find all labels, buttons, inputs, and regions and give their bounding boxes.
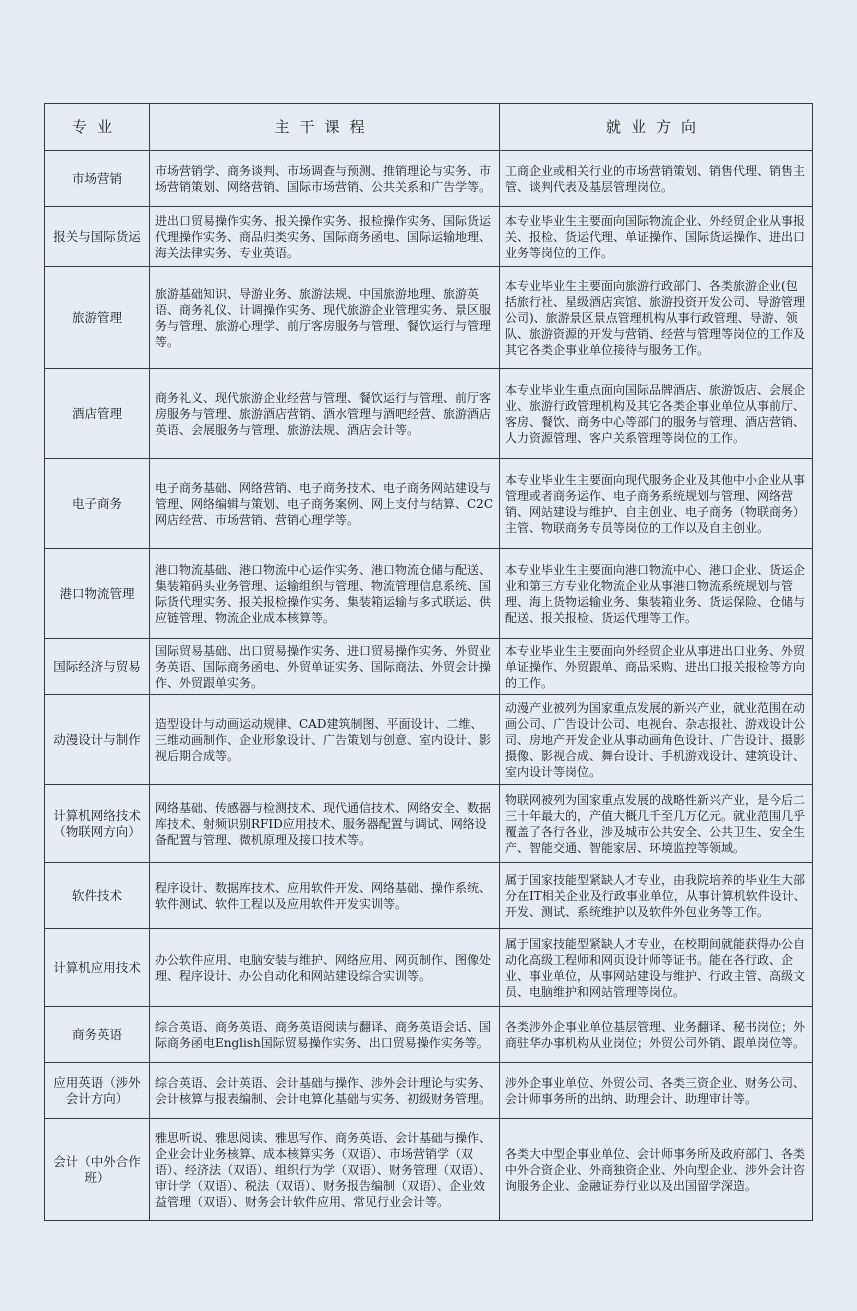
courses-cell: 雅思听说、雅思阅读、雅思写作、商务英语、会计基础与操作、企业会计业务核算、成本核算实务（双语）、市场营销学（双语）、经济法（双语）、组织行为学（双语）、财务管理（双语）、审计学（双语）、税法（双语）、财务报告编制（双语）、企业效益管理（双语）、财务会计软件应用、常见行业会计等。 bbox=[150, 1119, 500, 1221]
table-row bbox=[45, 1119, 813, 1221]
courses-cell: 旅游基础知识、导游业务、旅游法规、中国旅游地理、旅游英语、商务礼仪、计调操作实务、现代旅游企业管理实务、景区服务与管理、旅游心理学、前厅客房服务与管理、餐饮运行与管理等。 bbox=[150, 267, 500, 369]
table-row bbox=[45, 1063, 813, 1119]
courses-cell: 综合英语、会计英语、会计基础与操作、涉外会计理论与实务、会计核算与报表编制、会计电算化基础与实务、初级财务管理。 bbox=[150, 1063, 500, 1119]
table-row bbox=[45, 369, 813, 459]
table-row bbox=[45, 863, 813, 929]
major-cell: 报关与国际货运 bbox=[45, 207, 150, 267]
table-row bbox=[45, 151, 813, 207]
major-cell: 商务英语 bbox=[45, 1007, 150, 1063]
careers-cell: 各类涉外企事业单位基层管理、业务翻译、秘书岗位；外商驻华办事机构从业岗位；外贸公司外销、跟单岗位等。 bbox=[500, 1007, 813, 1063]
major-cell: 酒店管理 bbox=[45, 369, 150, 459]
careers-cell: 涉外企事业单位、外贸公司、各类三资企业、财务公司、会计师事务所的出纳、助理会计、助理审计等。 bbox=[500, 1063, 813, 1119]
major-cell: 软件技术 bbox=[45, 863, 150, 929]
courses-cell: 程序设计、数据库技术、应用软件开发、网络基础、操作系统、软件测试、软件工程以及应用软件开发实训等。 bbox=[150, 863, 500, 929]
header-major: 专业 bbox=[45, 104, 150, 151]
major-cell: 应用英语（涉外会计方向） bbox=[45, 1063, 150, 1119]
header-courses: 主干课程 bbox=[150, 104, 500, 151]
courses-cell: 网络基础、传感器与检测技术、现代通信技术、网络安全、数据库技术、射频识别RFID应用技术、服务器配置与调试、网络设备配置与管理、微机原理及接口技术等。 bbox=[150, 785, 500, 863]
courses-cell: 进出口贸易操作实务、报关操作实务、报检操作实务、国际货运代理操作实务、商品归类实务、国际商务函电、国际运输地理、海关法律实务、专业英语。 bbox=[150, 207, 500, 267]
major-cell: 计算机应用技术 bbox=[45, 929, 150, 1007]
major-cell: 电子商务 bbox=[45, 459, 150, 549]
courses-cell: 市场营销学、商务谈判、市场调查与预测、推销理论与实务、市场营销策划、网络营销、国际市场营销、公共关系和广告学等。 bbox=[150, 151, 500, 207]
careers-cell: 本专业毕业生主要面向旅游行政部门、各类旅游企业(包括旅行社、星级酒店宾馆、旅游投资开发公司、导游管理公司)、旅游景区景点管理机构从事行政管理、导游、领队、旅游资源的开发与营销、经营与管理等岗位的工作及其它各类企事业单位接待与服务工作。 bbox=[500, 267, 813, 369]
careers-cell: 各类大中型企事业单位、会计师事务所及政府部门、各类中外合资企业、外商独资企业、外向型企业、涉外会计咨询服务企业、金融证券行业以及出国留学深造。 bbox=[500, 1119, 813, 1221]
major-cell: 动漫设计与制作 bbox=[45, 695, 150, 785]
courses-cell: 办公软件应用、电脑安装与维护、网络应用、网页制作、图像处理、程序设计、办公自动化和网站建设综合实训等。 bbox=[150, 929, 500, 1007]
table-row bbox=[45, 459, 813, 549]
major-cell: 计算机网络技术（物联网方向） bbox=[45, 785, 150, 863]
careers-cell: 本专业毕业生主要面向国际物流企业、外经贸企业从事报关、报检、货运代理、单证操作、国际货运操作、进出口业务等岗位的工作。 bbox=[500, 207, 813, 267]
careers-cell: 本专业毕业生重点面向国际品牌酒店、旅游饭店、会展企业、旅游行政管理机构及其它各类企事业单位从事前厅、客房、餐饮、商务中心等部门的服务与管理、酒店营销、人力资源管理、客户关系管理等岗位的工作。 bbox=[500, 369, 813, 459]
careers-cell: 物联网被列为国家重点发展的战略性新兴产业，是今后二三十年最大的，产值大概几千至几万亿元。就业范围几乎覆盖了各行各业，涉及城市公共安全、公共卫生、安全生产、智能交通、智能家居、环境监控等领域。 bbox=[500, 785, 813, 863]
courses-cell: 港口物流基础、港口物流中心运作实务、港口物流仓储与配送、集装箱码头业务管理、运输组织与管理、物流管理信息系统、国际货代理实务、报关报检操作实务、集装箱运输与多式联运、供应链管理、物流企业成本核算等。 bbox=[150, 549, 500, 639]
courses-cell: 国际贸易基础、出口贸易操作实务、进口贸易操作实务、外贸业务英语、国际商务函电、外贸单证实务、国际商法、外贸会计操作、外贸跟单实务。 bbox=[150, 639, 500, 695]
careers-cell: 本专业毕业生主要面向外经贸企业从事进出口业务、外贸单证操作、外贸跟单、商品采购、进出口报关报检等方向的工作。 bbox=[500, 639, 813, 695]
careers-cell: 工商企业或相关行业的市场营销策划、销售代理、销售主管、谈判代表及基层管理岗位。 bbox=[500, 151, 813, 207]
table-row bbox=[45, 929, 813, 1007]
courses-cell: 造型设计与动画运动规律、CAD建筑制图、平面设计、二维、三维动画制作、企业形象设计、广告策划与创意、室内设计、影视后期合成等。 bbox=[150, 695, 500, 785]
major-cell: 旅游管理 bbox=[45, 267, 150, 369]
header-row bbox=[45, 104, 813, 151]
table-row bbox=[45, 549, 813, 639]
table-row bbox=[45, 1007, 813, 1063]
major-cell: 港口物流管理 bbox=[45, 549, 150, 639]
major-cell: 会计（中外合作班） bbox=[45, 1119, 150, 1221]
careers-cell: 本专业毕业生主要面向现代服务企业及其他中小企业从事管理或者商务运作、电子商务系统规划与管理、网络营销、网站建设与维护、自主创业、电子商务（物联商务）主管、物联商务专员等岗位的工作以及自主创业。 bbox=[500, 459, 813, 549]
major-cell: 国际经济与贸易 bbox=[45, 639, 150, 695]
careers-cell: 本专业毕业生主要面向港口物流中心、港口企业、货运企业和第三方专业化物流企业从事港口物流系统规划与管理、海上货物运输业务、集装箱业务、货运保险、仓储与配送、报关报检、货运代理等工作。 bbox=[500, 549, 813, 639]
majors-table bbox=[44, 103, 813, 1221]
careers-cell: 动漫产业被列为国家重点发展的新兴产业，就业范围在动画公司、广告设计公司、电视台、杂志报社、游戏设计公司、房地产开发企业从事动画角色设计、广告设计、摄影摄像、影视合成、舞台设计、手机游戏设计、建筑设计、室内设计等岗位。 bbox=[500, 695, 813, 785]
courses-cell: 商务礼义、现代旅游企业经营与管理、餐饮运行与管理、前厅客房服务与管理、旅游酒店营销、酒水管理与酒吧经营、旅游酒店英语、会展服务与管理、旅游法规、酒店会计等。 bbox=[150, 369, 500, 459]
table-row bbox=[45, 639, 813, 695]
table-row bbox=[45, 267, 813, 369]
major-cell: 市场营销 bbox=[45, 151, 150, 207]
courses-cell: 综合英语、商务英语、商务英语阅读与翻译、商务英语会话、国际商务函电English国际贸易操作实务、出口贸易操作实务等。 bbox=[150, 1007, 500, 1063]
careers-cell: 属于国家技能型紧缺人才专业，在校期间就能获得办公自动化高级工程师和网页设计师等证书。能在各行政、企业、事业单位，从事网站建设与维护、行政主管、高级文员、电脑维护和网站管理等岗位。 bbox=[500, 929, 813, 1007]
table-row bbox=[45, 207, 813, 267]
table-row bbox=[45, 695, 813, 785]
table-row bbox=[45, 785, 813, 863]
careers-cell: 属于国家技能型紧缺人才专业，由我院培养的毕业生大部分在IT相关企业及行政事业单位，从事计算机软件设计、开发、测试、系统维护以及软件外包业务等工作。 bbox=[500, 863, 813, 929]
courses-cell: 电子商务基础、网络营销、电子商务技术、电子商务网站建设与管理、网络编辑与策划、电子商务案例、网上支付与结算、C2C网店经营、市场营销、营销心理学等。 bbox=[150, 459, 500, 549]
header-careers: 就业方向 bbox=[500, 104, 813, 151]
